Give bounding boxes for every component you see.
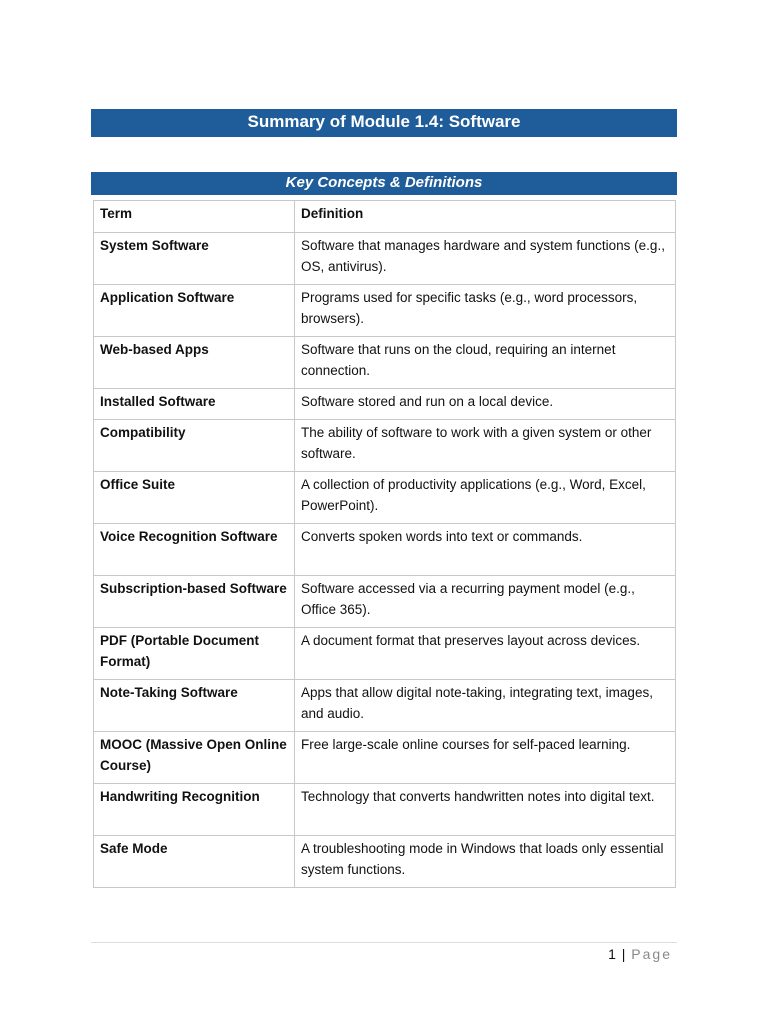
- definition-cell: Software stored and run on a local device.: [295, 389, 676, 420]
- term-cell: Subscription-based Software: [94, 576, 295, 628]
- definitions-table: [93, 200, 676, 888]
- page-label: Page: [631, 946, 672, 962]
- definition-cell: Apps that allow digital note-taking, integrating text, images, and audio.: [295, 680, 676, 732]
- table-row: [94, 784, 676, 836]
- term-cell: Application Software: [94, 285, 295, 337]
- table-row: [94, 420, 676, 472]
- term-cell: Compatibility: [94, 420, 295, 472]
- footer-separator: |: [621, 946, 626, 962]
- table-row: [94, 680, 676, 732]
- definition-cell: Software that manages hardware and system functions (e.g., OS, antivirus).: [295, 233, 676, 285]
- definition-cell: A document format that preserves layout across devices.: [295, 628, 676, 680]
- table-header-row: [94, 201, 676, 233]
- table-row: [94, 732, 676, 784]
- page-number: 1: [608, 946, 616, 962]
- term-cell: System Software: [94, 233, 295, 285]
- table-row: [94, 337, 676, 389]
- table-row: [94, 389, 676, 420]
- column-header-term: Term: [94, 201, 295, 233]
- definition-cell: Technology that converts handwritten notes into digital text.: [295, 784, 676, 836]
- table-row: [94, 628, 676, 680]
- term-cell: Office Suite: [94, 472, 295, 524]
- definition-cell: Software accessed via a recurring payment model (e.g., Office 365).: [295, 576, 676, 628]
- section-heading: Key Concepts & Definitions: [91, 172, 677, 195]
- footer-divider: [91, 942, 677, 943]
- definition-cell: Programs used for specific tasks (e.g., word processors, browsers).: [295, 285, 676, 337]
- table-row: [94, 836, 676, 888]
- table-row: [94, 233, 676, 285]
- term-cell: Note-Taking Software: [94, 680, 295, 732]
- term-cell: Voice Recognition Software: [94, 524, 295, 576]
- term-cell: Handwriting Recognition: [94, 784, 295, 836]
- term-cell: PDF (Portable Document Format): [94, 628, 295, 680]
- table-row: [94, 524, 676, 576]
- table-row: [94, 472, 676, 524]
- table-row: [94, 576, 676, 628]
- term-cell: Web-based Apps: [94, 337, 295, 389]
- document-title: Summary of Module 1.4: Software: [91, 109, 677, 137]
- definition-cell: Free large-scale online courses for self-paced learning.: [295, 732, 676, 784]
- table-row: [94, 285, 676, 337]
- term-cell: MOOC (Massive Open Online Course): [94, 732, 295, 784]
- definition-cell: Converts spoken words into text or commands.: [295, 524, 676, 576]
- definition-cell: A troubleshooting mode in Windows that loads only essential system functions.: [295, 836, 676, 888]
- definition-cell: A collection of productivity applications (e.g., Word, Excel, PowerPoint).: [295, 472, 676, 524]
- page-footer: [608, 945, 672, 963]
- column-header-definition: Definition: [295, 201, 676, 233]
- term-cell: Safe Mode: [94, 836, 295, 888]
- definition-cell: Software that runs on the cloud, requiring an internet connection.: [295, 337, 676, 389]
- term-cell: Installed Software: [94, 389, 295, 420]
- definition-cell: The ability of software to work with a given system or other software.: [295, 420, 676, 472]
